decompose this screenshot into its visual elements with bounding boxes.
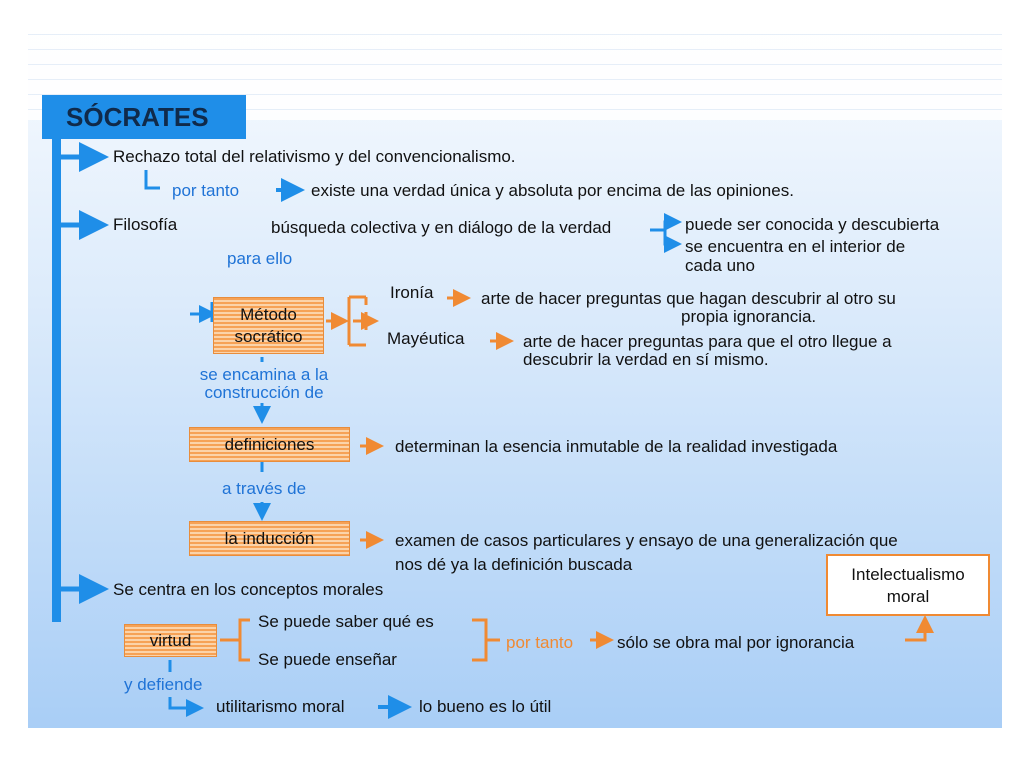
se-encamina-1: se encamina a la — [199, 365, 329, 384]
determinan-text: determinan la esencia inmutable de la realidad investigada — [395, 437, 838, 456]
se-encuentra-text-2: cada uno — [685, 256, 755, 275]
bueno-text: lo bueno es lo útil — [419, 697, 552, 716]
defiende-label: y defiende — [124, 675, 203, 694]
utilitarismo-text: utilitarismo moral — [216, 697, 345, 716]
puede-ser-text: puede ser conocida y descubierta — [685, 215, 940, 234]
metodo-socratico-box: Método socrático — [213, 297, 324, 354]
filosofia-label: Filosofía — [113, 215, 178, 234]
ensenar-text: Se puede enseñar — [258, 650, 397, 669]
mayeutica-desc-2: descubrir la verdad en sí mismo. — [523, 350, 769, 369]
por-tanto-label-2: por tanto — [506, 633, 574, 652]
main-spine — [52, 139, 61, 622]
examen-text-2: nos dé ya la definición buscada — [395, 555, 633, 574]
virtud-box: virtud — [124, 624, 217, 657]
rechazo-text: Rechazo total del relativismo y del convencionalismo. — [113, 147, 516, 166]
arrow-puede-ser — [650, 222, 673, 230]
para-ello-label: para ello — [227, 249, 293, 268]
bracket-saber — [472, 620, 486, 660]
a-traves-label: a través de — [221, 479, 307, 498]
ironia-desc-1: arte de hacer preguntas que hagan descubrir al otro su — [481, 289, 896, 308]
ironia-desc-2: propia ignorancia. — [681, 307, 817, 326]
saber-text: Se puede saber qué es — [258, 612, 434, 631]
page-title: SÓCRATES — [42, 95, 246, 139]
bracket-virtud — [240, 620, 250, 660]
arrow-se-encuentra — [665, 230, 673, 244]
bracket-por-tanto — [146, 170, 160, 188]
por-tanto-label: por tanto — [172, 181, 240, 200]
centra-text: Se centra en los conceptos morales — [113, 580, 384, 599]
definiciones-box: definiciones — [189, 427, 350, 462]
se-encamina-2: construcción de — [204, 383, 324, 402]
mayeutica-desc-1: arte de hacer preguntas para que el otro llegue a — [523, 332, 892, 351]
arrow-intelectualismo — [905, 624, 925, 640]
induccion-box: la inducción — [189, 521, 350, 556]
solo-text: sólo se obra mal por ignorancia — [617, 633, 855, 652]
se-encuentra-text-1: se encuentra en el interior de — [685, 237, 906, 256]
busqueda-text: búsqueda colectiva y en diálogo de la verdad — [271, 218, 612, 237]
existe-text: existe una verdad única y absoluta por encima de las opiniones. — [311, 181, 794, 200]
intelectualismo-box: Intelectualismo moral — [826, 554, 990, 616]
arrow-utilitarismo — [170, 697, 195, 708]
examen-text-1: examen de casos particulares y ensayo de una generalización que — [395, 531, 898, 550]
mayeutica-label: Mayéutica — [387, 329, 465, 348]
ironia-label: Ironía — [390, 283, 434, 302]
